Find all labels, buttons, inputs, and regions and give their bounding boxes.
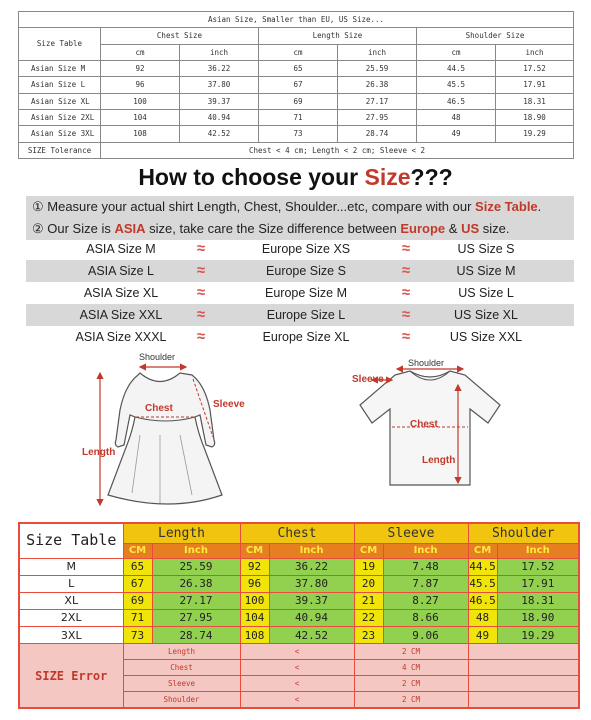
dress-chest-label: Chest [145, 403, 173, 414]
table-cell: 67 [123, 575, 152, 592]
table-cell: 104 [240, 609, 269, 626]
instruction-text: size. [479, 221, 510, 236]
table-cell: 37.80 [180, 77, 259, 93]
table-cell: 40.94 [269, 609, 354, 626]
table-cell: 19.29 [496, 126, 574, 142]
error-op: < [240, 692, 354, 708]
size-label: L [19, 575, 123, 592]
table-cell: 36.22 [180, 60, 259, 76]
table-cell: 9.06 [383, 626, 468, 643]
table-cell: 27.17 [152, 592, 240, 609]
approx-icon: ≈ [196, 262, 206, 279]
group-header-chest: Chest Size [101, 28, 259, 44]
table-row [19, 575, 579, 592]
table-cell: 17.52 [497, 558, 579, 575]
table-row [19, 558, 579, 575]
approx-icon: ≈ [401, 284, 411, 301]
conversion-row [26, 304, 574, 326]
row-label: Asian Size M [19, 60, 101, 76]
error-value: 2 CM [354, 676, 468, 692]
title-question-marks: ??? [410, 164, 453, 190]
instruction-1 [26, 196, 574, 218]
europe-size: Europe Size S [266, 264, 346, 278]
table-cell: 42.52 [269, 626, 354, 643]
approx-icon: ≈ [401, 306, 411, 323]
table-cell: 18.90 [496, 109, 574, 125]
table-cell: 108 [240, 626, 269, 643]
table-cell: 46.5 [417, 93, 496, 109]
approx-icon: ≈ [196, 284, 206, 301]
table-cell: 71 [123, 609, 152, 626]
unit-header: inch [496, 44, 574, 60]
conversion-row [26, 282, 574, 304]
table-cell: 42.52 [180, 126, 259, 142]
group-header-length: Length [123, 523, 240, 543]
unit-header: Inch [383, 543, 468, 558]
conversion-row [26, 238, 574, 260]
table-cell: 37.80 [269, 575, 354, 592]
size-error-title: SIZE Error [19, 644, 123, 708]
dress-length-label: Length [82, 447, 116, 458]
table-cell: 22 [354, 609, 383, 626]
table-cell: 49 [468, 626, 497, 643]
tshirt-chest-label: Chest [410, 419, 438, 430]
group-header-length: Length Size [259, 28, 417, 44]
europe-size: Europe Size L [266, 308, 346, 322]
table-cell: 28.74 [338, 126, 417, 142]
unit-header: CM [354, 543, 383, 558]
approx-icon: ≈ [196, 328, 206, 345]
unit-header: CM [240, 543, 269, 558]
group-header-sleeve: Sleeve [354, 523, 468, 543]
europe-size: Europe Size XS [261, 242, 351, 256]
table-cell: 65 [123, 558, 152, 575]
table-cell: 36.22 [269, 558, 354, 575]
instruction-text: ① Measure your actual shirt Length, Chest, Shoulder...etc, compare with our [32, 199, 476, 214]
howto-title [0, 161, 591, 193]
europe-size: Europe Size XL [262, 330, 350, 344]
table-cell: 39.37 [180, 93, 259, 109]
error-op: < [240, 660, 354, 676]
table-cell: 65 [259, 60, 338, 76]
table-row [19, 142, 574, 158]
table-cell: 44.5 [468, 558, 497, 575]
table-cell: 26.38 [338, 77, 417, 93]
error-value: 2 CM [354, 644, 468, 660]
error-op: < [240, 676, 354, 692]
tshirt-shoulder-label: Shoulder [408, 358, 445, 368]
tshirt-sleeve-label: Sleeve [352, 374, 384, 385]
table-cell: 104 [101, 109, 180, 125]
asia-size: ASIA Size XXL [79, 308, 163, 322]
table-cell: 73 [123, 626, 152, 643]
us-size: US Size L [458, 286, 514, 300]
group-header-shoulder: Shoulder [468, 523, 579, 543]
table-cell: 27.95 [338, 109, 417, 125]
table-cell: 19 [354, 558, 383, 575]
group-header-chest: Chest [240, 523, 354, 543]
table-cell: 45.5 [468, 575, 497, 592]
table-row [19, 609, 579, 626]
asian-size-table [18, 11, 574, 159]
instruction-text: . [537, 199, 542, 214]
instruction-highlight: Europe [400, 221, 446, 236]
table-cell: 67 [259, 77, 338, 93]
table-cell: 20 [354, 575, 383, 592]
table-cell: 17.91 [497, 575, 579, 592]
unit-header: Inch [269, 543, 354, 558]
unit-header: inch [180, 44, 259, 60]
unit-header: CM [468, 543, 497, 558]
error-blank [468, 644, 579, 660]
table-cell: 40.94 [180, 109, 259, 125]
error-name: Length [123, 644, 240, 660]
size-conversion-list [26, 238, 574, 348]
table-row [19, 109, 574, 125]
unit-header: cm [259, 44, 338, 60]
approx-icon: ≈ [401, 240, 411, 257]
error-name: Shoulder [123, 692, 240, 708]
instruction-text: size, take care the Size difference between [145, 221, 401, 236]
table-cell: 17.91 [496, 77, 574, 93]
unit-header: cm [417, 44, 496, 60]
error-row [19, 644, 579, 660]
table-cell: 25.59 [152, 558, 240, 575]
table-cell: 7.87 [383, 575, 468, 592]
table-corner-label: Size Table [19, 28, 101, 61]
table-cell: 100 [240, 592, 269, 609]
title-text: How to choose your [138, 164, 365, 190]
unit-header: CM [123, 543, 152, 558]
table-cell: 96 [240, 575, 269, 592]
table-cell: 18.90 [497, 609, 579, 626]
row-label: Asian Size L [19, 77, 101, 93]
table-cell: 8.66 [383, 609, 468, 626]
us-size: US Size XL [454, 308, 518, 322]
table-cell: 71 [259, 109, 338, 125]
size-label: M [19, 558, 123, 575]
error-name: Sleeve [123, 676, 240, 692]
instruction-2 [26, 218, 574, 240]
table-cell: 44.5 [417, 60, 496, 76]
table-row [19, 60, 574, 76]
measurement-illustrations [0, 345, 591, 515]
table-cell: 26.38 [152, 575, 240, 592]
error-blank [468, 660, 579, 676]
row-label: Asian Size XL [19, 93, 101, 109]
tshirt-icon [352, 358, 500, 485]
table-row [19, 77, 574, 93]
table-row [19, 93, 574, 109]
table-cell: 17.52 [496, 60, 574, 76]
table-cell: 46.5 [468, 592, 497, 609]
table-cell: 92 [101, 60, 180, 76]
row-label: Asian Size 3XL [19, 126, 101, 142]
table-cell: 96 [101, 77, 180, 93]
instruction-text: ② Our Size is [32, 221, 115, 236]
us-size: US Size S [457, 242, 515, 256]
table-row [19, 126, 574, 142]
size-label: 3XL [19, 626, 123, 643]
unit-header: cm [101, 44, 180, 60]
tshirt-length-label: Length [422, 455, 456, 466]
table-cell: 69 [259, 93, 338, 109]
us-size: US Size M [456, 264, 516, 278]
error-name: Chest [123, 660, 240, 676]
table-cell: 27.17 [338, 93, 417, 109]
row-label: Asian Size 2XL [19, 109, 101, 125]
table-cell: 73 [259, 126, 338, 142]
approx-icon: ≈ [196, 306, 206, 323]
error-blank [468, 692, 579, 708]
table-cell: 18.31 [497, 592, 579, 609]
instruction-highlight: Size Table [475, 199, 538, 214]
tolerance-value: Chest < 4 cm; Length < 2 cm; Sleeve < 2 [101, 142, 574, 158]
table-cell: 18.31 [496, 93, 574, 109]
table-cell: 108 [101, 126, 180, 142]
asia-size: ASIA Size L [87, 264, 154, 278]
approx-icon: ≈ [196, 240, 206, 257]
table-cell: 92 [240, 558, 269, 575]
table-cell: 8.27 [383, 592, 468, 609]
asia-size: ASIA Size M [86, 242, 156, 256]
table-cell: 19.29 [497, 626, 579, 643]
unit-header: Inch [497, 543, 579, 558]
instruction-text: & [445, 221, 462, 236]
table-row [19, 626, 579, 643]
asia-size: ASIA Size XL [83, 286, 159, 300]
dress-sleeve-label: Sleeve [213, 399, 245, 410]
size-chart-table [18, 522, 580, 709]
table-cell: 27.95 [152, 609, 240, 626]
table-cell: 45.5 [417, 77, 496, 93]
europe-size: Europe Size M [265, 286, 347, 300]
table-banner: Asian Size, Smaller than EU, US Size... [19, 12, 574, 28]
asia-size: ASIA Size XXXL [75, 330, 167, 344]
table-cell: 21 [354, 592, 383, 609]
unit-header: inch [338, 44, 417, 60]
instruction-highlight: ASIA [114, 221, 146, 236]
title-size-word: Size [364, 164, 411, 190]
size-label: XL [19, 592, 123, 609]
approx-icon: ≈ [401, 328, 411, 345]
error-value: 4 CM [354, 660, 468, 676]
table-cell: 39.37 [269, 592, 354, 609]
dress-shoulder-label: Shoulder [139, 352, 176, 362]
table-cell: 100 [101, 93, 180, 109]
table-cell: 28.74 [152, 626, 240, 643]
conversion-row [26, 260, 574, 282]
table-cell: 25.59 [338, 60, 417, 76]
error-blank [468, 676, 579, 692]
error-value: 2 CM [354, 692, 468, 708]
table-cell: 49 [417, 126, 496, 142]
table-cell: 69 [123, 592, 152, 609]
table-row [19, 592, 579, 609]
size-label: 2XL [19, 609, 123, 626]
unit-header: Inch [152, 543, 240, 558]
table-cell: 48 [468, 609, 497, 626]
size-table-title: Size Table [19, 523, 123, 558]
instruction-highlight: US [461, 221, 480, 236]
table-cell: 7.48 [383, 558, 468, 575]
table-cell: 23 [354, 626, 383, 643]
us-size: US Size XXL [449, 330, 523, 344]
table-cell: 48 [417, 109, 496, 125]
group-header-shoulder: Shoulder Size [417, 28, 574, 44]
approx-icon: ≈ [401, 262, 411, 279]
error-op: < [240, 644, 354, 660]
dress-icon [82, 352, 245, 505]
tolerance-label: SIZE Tolerance [19, 142, 101, 158]
